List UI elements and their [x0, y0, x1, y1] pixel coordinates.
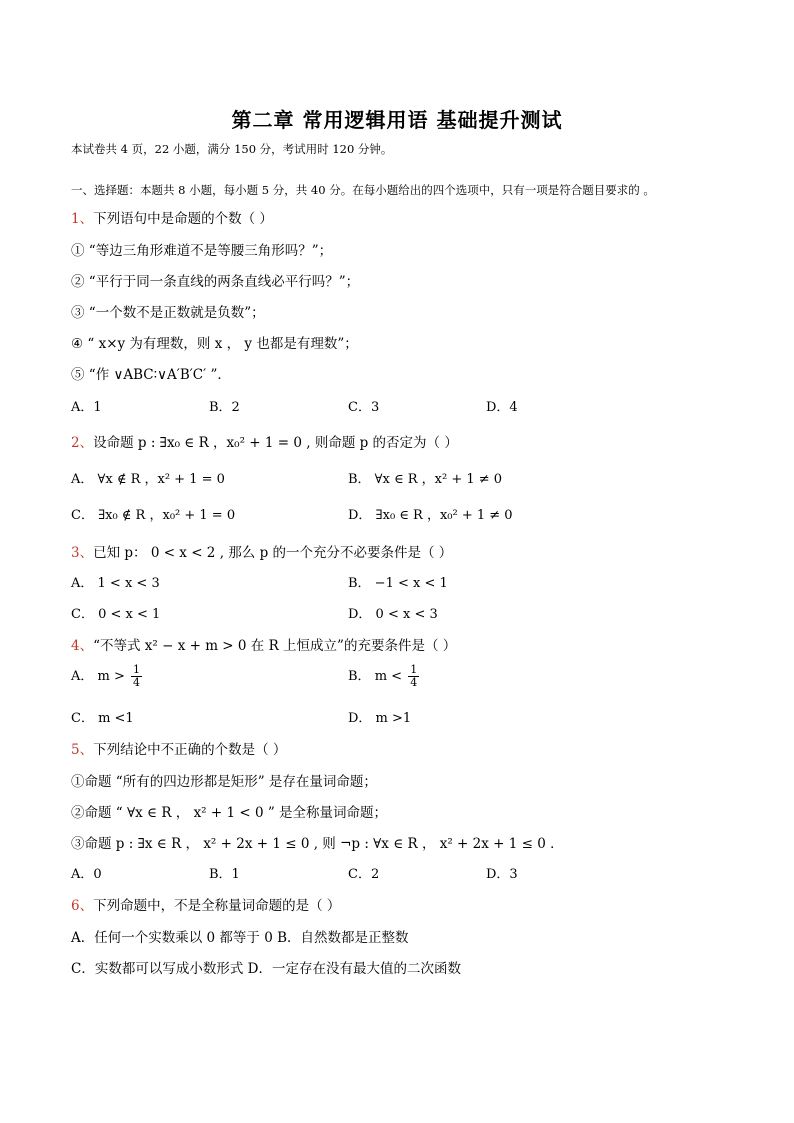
q5-item-2: ②命题 “ ∀x ∈ R ， x² + 1 < 0 ” 是全称量词命题； [71, 805, 388, 821]
q5-option-d: D．3 [486, 867, 518, 882]
fraction-denominator: 4 [410, 676, 418, 689]
fraction [131, 664, 142, 689]
option-label: B． [348, 669, 371, 684]
q4-option-c: C． m <1 [71, 711, 134, 726]
question-number: 3、 [71, 545, 94, 561]
q5-item-3: ③命题 p : ∃x ∈ R ， x² + 2x + 1 ≤ 0 , 则 ¬p : ∀x ∈ R ， x² + 2x + 1 ≤ 0 ． [71, 836, 564, 852]
question-6 [71, 894, 340, 914]
option-expr: m < [374, 669, 403, 684]
q5-option-b: B．1 [209, 867, 240, 882]
question-number: 2、 [71, 435, 94, 451]
q2-option-c: C． ∃x₀ ∉ R ，x₀² + 1 = 0 [71, 508, 236, 523]
question-stem: 下列命题中，不是全称量词命题的是（ ） [93, 898, 341, 914]
q1-item-1: ① “等边三角形难道不是等腰三角形吗？”； [71, 243, 333, 259]
question-1 [71, 207, 273, 227]
question-3 [71, 541, 452, 561]
question-stem: 下列结论中不正确的个数是（ ） [93, 742, 287, 758]
q5-item-1: ①命题 “所有的四边形都是矩形” 是存在量词命题； [71, 774, 377, 790]
q1-option-b: B．2 [209, 400, 240, 415]
question-stem: 已知 p： 0 < x < 2 , 那么 p 的一个充分不必要条件是（ ） [93, 545, 453, 561]
q1-item-4: ④ “ x×y 为有理数，则 x ， y 也都是有理数”； [71, 336, 358, 352]
fraction-denominator: 4 [133, 676, 141, 689]
q4-option-b [348, 664, 419, 689]
question-2 [71, 431, 458, 451]
q1-option-a: A．1 [71, 400, 102, 415]
question-5 [71, 738, 286, 758]
q2-option-d: D． ∃x₀ ∈ R ，x₀² + 1 ≠ 0 [348, 508, 513, 523]
q6-options-row-2: C．实数都可以写成小数形式 D．一定存在没有最大值的二次函数 [71, 961, 461, 977]
question-stem: 设命题 p : ∃x₀ ∈ R ，x₀² + 1 = 0 , 则命题 p 的否定为（ ） [93, 435, 458, 451]
option-expr: m > [97, 669, 125, 684]
fraction [408, 664, 419, 689]
fraction-numerator: 1 [133, 663, 141, 676]
q3-option-d: D． 0 < x < 3 [348, 607, 438, 622]
q6-options-row-1: A．任何一个实数乘以 0 都等于 0 B．自然数都是正整数 [71, 930, 409, 946]
q4-option-a [71, 664, 142, 689]
option-label: A． [71, 669, 94, 684]
question-4 [71, 634, 456, 654]
q5-option-a: A．0 [71, 867, 102, 882]
exam-info: 本试卷共 4 页，22 小题，满分 150 分，考试用时 120 分钟。 [71, 142, 393, 156]
q3-option-b: B． −1 < x < 1 [348, 576, 448, 591]
q4-option-d: D． m >1 [348, 711, 412, 726]
question-number: 1、 [71, 211, 94, 227]
q1-item-3: ③ “一个数不是正数就是负数”； [71, 305, 265, 321]
section-heading: 一、选择题：本题共 8 小题，每小题 5 分，共 40 分。在每小题给出的四个选项中，只有一项是符合题目要求的 。 [71, 183, 655, 197]
q5-option-c: C．2 [348, 867, 380, 882]
question-number: 6、 [71, 898, 94, 914]
page-title: 第二章 常用逻辑用语 基础提升测试 [231, 108, 563, 132]
question-number: 4、 [71, 638, 94, 654]
q1-item-2: ② “平行于同一条直线的两条直线必平行吗？”； [71, 274, 360, 290]
q1-option-c: C．3 [348, 400, 380, 415]
q3-option-c: C． 0 < x < 1 [71, 607, 161, 622]
question-number: 5、 [71, 742, 94, 758]
q1-option-d: D．4 [486, 400, 518, 415]
question-stem: “不等式 x² − x + m > 0 在 R 上恒成立”的充要条件是（ ） [93, 638, 457, 654]
q2-option-b: B． ∀x ∈ R ，x² + 1 ≠ 0 [348, 472, 503, 487]
fraction-numerator: 1 [410, 663, 418, 676]
q1-item-5: ⑤ “作 ∨ABC∶∨A′B′C′ ”． [71, 367, 231, 383]
question-stem: 下列语句中是命题的个数（ ） [93, 211, 273, 227]
q3-option-a: A． 1 < x < 3 [71, 576, 160, 591]
q2-option-a: A． ∀x ∉ R ，x² + 1 = 0 [71, 472, 225, 487]
